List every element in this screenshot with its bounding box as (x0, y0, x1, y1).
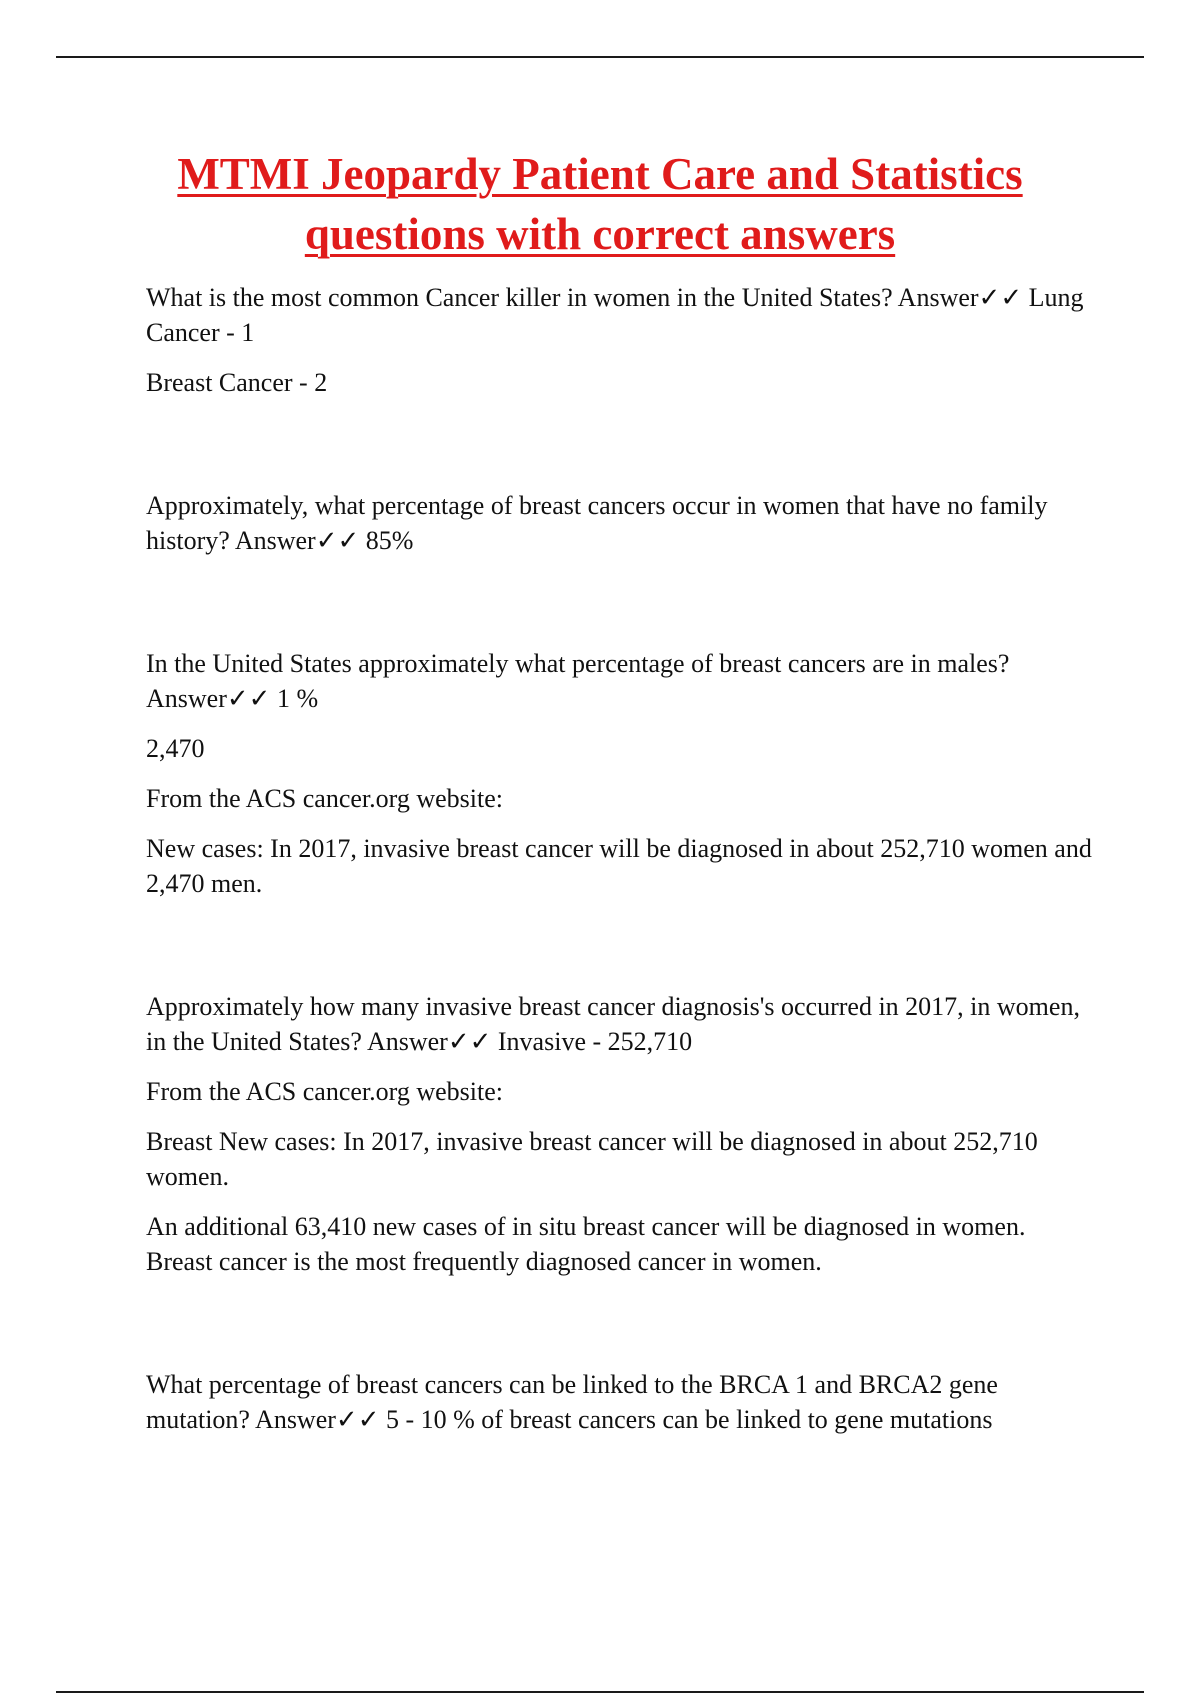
qa-block-3 (146, 646, 1096, 901)
question-answer-text: Approximately, what percentage of breast cancers occur in women that have no family history? Answer✓✓ 85% (146, 491, 1048, 555)
question-answer-text: In the United States approximately what percentage of breast cancers are in males? Answer✓✓ 1 % (146, 649, 1010, 713)
qa-block-1 (146, 280, 1096, 400)
answer-detail: 2,470 (146, 734, 205, 763)
title-line-1: MTMI Jeopardy Patient Care and Statistics (177, 149, 1023, 199)
qa-block-5 (146, 1367, 1096, 1437)
question-answer-text: What is the most common Cancer killer in women in the United States? Answer✓✓ Lung Cancer - 1 (146, 283, 1084, 347)
qa-block-4 (146, 989, 1096, 1279)
document-title (120, 144, 1080, 264)
top-rule (56, 56, 1144, 58)
answer-detail: An additional 63,410 new cases of in situ breast cancer will be diagnosed in women. Breast cancer is the most frequently diagnosed cancer in women. (146, 1212, 1026, 1276)
title-line-2: questions with correct answers (304, 209, 896, 259)
question-answer-text: What percentage of breast cancers can be linked to the BRCA 1 and BRCA2 gene mutation? Answer✓✓ 5 - 10 % of breast cancers can be linked to gene mutations (146, 1370, 998, 1434)
source-note: From the ACS cancer.org website: (146, 784, 503, 813)
document-body (146, 280, 1096, 1452)
answer-detail: Breast New cases: In 2017, invasive breast cancer will be diagnosed in about 252,710 women. (146, 1127, 1038, 1191)
answer-detail: Breast Cancer - 2 (146, 368, 328, 397)
question-answer-text: Approximately how many invasive breast cancer diagnosis's occurred in 2017, in women, in the United States? Answer✓✓ Invasive - 252,710 (146, 992, 1080, 1056)
qa-block-2 (146, 488, 1096, 558)
source-note: From the ACS cancer.org website: (146, 1077, 503, 1106)
bottom-rule (56, 1691, 1144, 1693)
answer-detail: New cases: In 2017, invasive breast cancer will be diagnosed in about 252,710 women and 2,470 men. (146, 834, 1092, 898)
